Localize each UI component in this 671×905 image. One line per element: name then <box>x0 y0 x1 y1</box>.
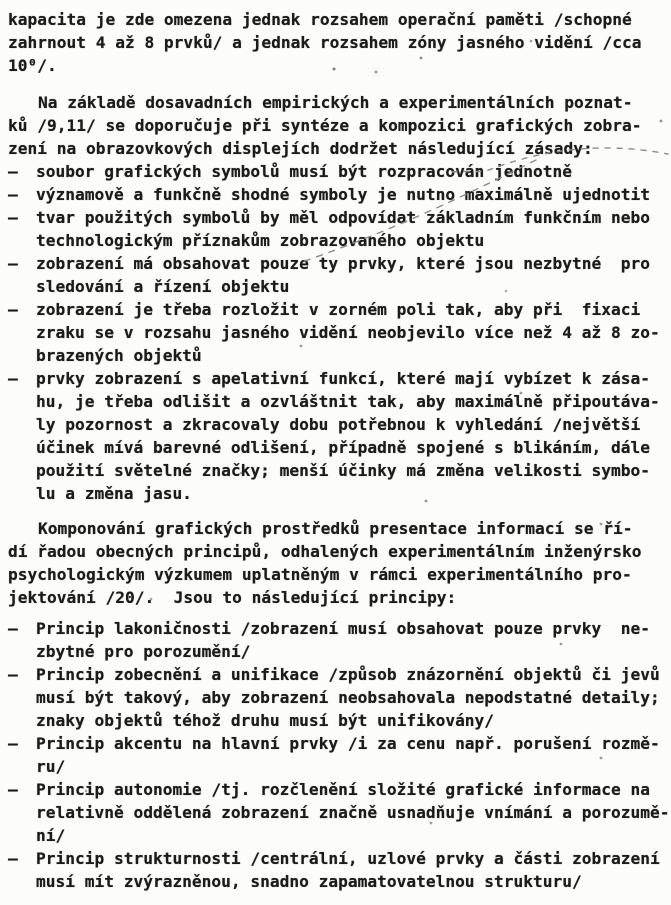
list-item <box>8 778 670 847</box>
paragraph-principy-intro <box>8 517 663 609</box>
bullet-dash: – <box>8 780 18 799</box>
text-line: Princip strukturnosti /centrální, uzlové prvky a části zobrazení <box>36 849 660 868</box>
bullet-dash: – <box>8 300 18 319</box>
text-line: dí řadou obecných principů, odhalených experimentálním inženýrsko <box>8 542 642 561</box>
list-item <box>8 206 663 252</box>
bullet-dash: – <box>8 734 18 753</box>
text-line: musí být takový, aby zobrazení neobsahovala nepodstatné detaily; <box>36 688 660 707</box>
text-line: prvky zobrazení s apelativní funkcí, které mají vybízet k zása- <box>36 369 650 388</box>
bullet-dash: – <box>8 665 18 684</box>
text-line: soubor grafických symbolů musí být rozpracován jednotně <box>36 162 573 181</box>
text-line: psychologickým výzkumem uplatněným v rámci experimentálního pro- <box>8 565 632 584</box>
text-line: znaky objektů téhož druhu musí být unifikovány/ <box>36 711 495 730</box>
bullet-dash: – <box>8 162 18 181</box>
text-line: zraku se v rozsahu jasného vidění neobjevilo více než 4 až 8 zo- <box>36 323 660 342</box>
text-line: ly pozornost a zkracovaly dobu potřebnou k vyhledání /největší <box>36 415 641 434</box>
bullet-dash: – <box>8 369 18 388</box>
list-item <box>8 367 663 505</box>
text-line: jektování /20/. Jsou to následující principy: <box>8 588 457 607</box>
text-line: Princip zobecnění a unifikace /způsob znázornění objektů či jevů <box>36 665 660 684</box>
text-line: ru/ <box>36 757 66 776</box>
text-line: Princip lakoničnosti /zobrazení musí obsahovat pouze prvky ne- <box>36 619 650 638</box>
bullet-dash: – <box>8 185 18 204</box>
list-item <box>8 160 663 183</box>
list-principy <box>8 617 670 893</box>
paragraph-capacity <box>8 8 663 77</box>
list-item <box>8 183 663 206</box>
text-line: lu a změna jasu. <box>36 484 192 503</box>
list-item <box>8 298 663 367</box>
text-line: tvar použitých symbolů by měl odpovídat základním funkčním nebo <box>36 208 650 227</box>
text-line: zahrnout 4 až 8 prvků/ a jednak rozsahem zóny jasného vidění /cca <box>8 33 642 52</box>
text-line: Princip autonomie /tj. rozčlenění složité grafické informace na <box>36 780 650 799</box>
text-line: ků /9,11/ se doporučuje při syntéze a kompozici grafických zobra- <box>8 116 642 135</box>
list-item <box>8 617 663 663</box>
text-line: účinek mívá barevné odlišení, případně spojené s blikáním, dále <box>36 438 650 457</box>
list-zasady <box>8 160 663 505</box>
list-item <box>8 847 663 893</box>
text-line: Princip akcentu na hlavní prvky /i za cenu např. porušení rozmě- <box>36 734 660 753</box>
text-line: Na základě dosavadních empirických a experimentálních poznat- <box>38 93 633 112</box>
text-line: zení na obrazovkových displejích dodržet následující zásady: <box>8 139 593 158</box>
text-line: kapacita je zde omezena jednak rozsahem operační paměti /schopné <box>8 10 632 29</box>
text-line: hu, je třeba odlišit a ozvláštnit tak, aby maximálně připoutáva- <box>36 392 660 411</box>
text-line: technologickým příznakům zobrazovaného objektu <box>36 231 485 250</box>
text-line: významově a funkčně shodné symboly je nutno maximálně ujednotit <box>36 185 650 204</box>
text-line: relativně oddělená zobrazení značně usnadňuje vnímání a porozumě- <box>36 803 670 822</box>
text-line: zobrazení má obsahovat pouze ty prvky, které jsou nezbytné pro <box>36 254 650 273</box>
text-line: zbytné pro porozumění/ <box>36 642 251 661</box>
bullet-dash: – <box>8 254 18 273</box>
text-line: brazených objektů <box>36 346 202 365</box>
list-item <box>8 663 663 732</box>
text-line: ní/ <box>36 826 66 845</box>
text-line: sledování a řízení objektu <box>36 277 290 296</box>
text-line: Komponování grafických prostředků presentace informací se ří- <box>38 519 633 538</box>
bullet-dash: – <box>8 849 18 868</box>
text-line: musí mít zvýrazněnou, snadno zapamatovatelnou strukturu/ <box>36 872 582 891</box>
ink-speckles <box>0 0 2 2</box>
text-line: 10⁰/. <box>8 56 57 75</box>
text-line: zobrazení je třeba rozložit v zorném poli tak, aby při fixaci <box>36 300 641 319</box>
text-line: použití světelné značky; menší účinky má změna velikosti symbo- <box>36 461 650 480</box>
bullet-dash: – <box>8 619 18 638</box>
list-item <box>8 252 663 298</box>
bullet-dash: – <box>8 208 18 227</box>
paragraph-zasady-intro <box>8 91 663 160</box>
list-item <box>8 732 663 778</box>
